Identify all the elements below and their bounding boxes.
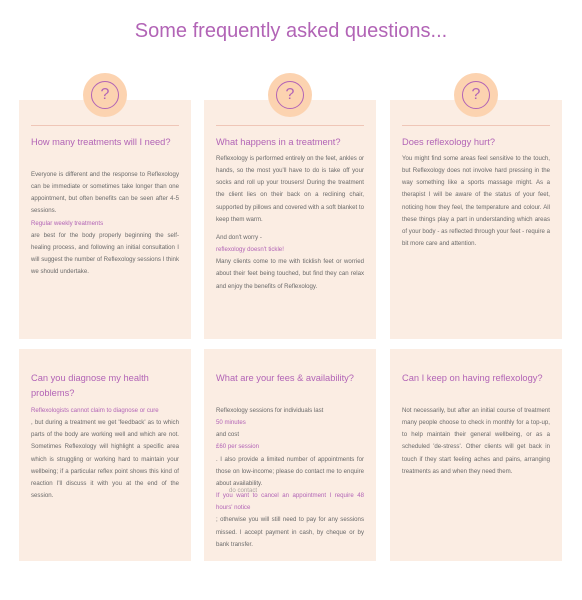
highlight-text: £60 per session (216, 443, 260, 451)
question-badge (454, 73, 498, 117)
faq-question: What happens in a treatment? (216, 137, 341, 147)
answer-text: Everyone is different and the response to Reflexology can be immediate or sometimes take longer than one appointment, but often benefits can be seen after 4-5 sessions. (31, 171, 179, 215)
highlight-text: 50 minutes (216, 419, 246, 427)
faq-answer (31, 169, 179, 278)
answer-text: ; otherwise you will still need to pay for any sessions missed. I accept payment in cash, by cheque or by bank transfer. (216, 516, 364, 548)
question-mark-circle-icon: ? (91, 81, 119, 109)
faq-card-hurt (390, 86, 562, 339)
overlap-text: do contact (229, 487, 258, 494)
faq-answer (31, 405, 179, 502)
faq-answer (216, 405, 364, 551)
faq-card-treatments (19, 86, 191, 339)
answer-text: Reflexology sessions for individuals last (216, 407, 324, 414)
question-badge (83, 73, 127, 117)
faq-card-fees (204, 349, 376, 561)
faq-question: What are your fees & availability? (216, 373, 354, 383)
answer-text: . I also provide a limited number of appointments for those on low-income; please do contact me to enquire about availability. (216, 455, 364, 487)
faq-answer (402, 153, 550, 250)
answer-text: are best for the body properly beginning the self-healing process, and following an initial consultation I will suggest the number of Reflexology sessions I think we should undertake. (31, 231, 179, 276)
faq-answer (216, 153, 364, 293)
answer-text: Many clients come to me with ticklish feet or worried about their feet being touched, but find they can relax and enjoy the benefits of Reflexology. (216, 258, 364, 290)
faq-answer (402, 405, 550, 478)
answer-text: Reflexology is performed entirely on the feet, ankles or hands, so the most you'll have to do is take off your socks and roll up your trousers! During the treatment the client lies on their back on a reclining chair, supported by pillows and covered with a soft blanket to keep them warm. (216, 155, 364, 223)
answer-text: Not necessarily, but after an initial course of treatment many people choose to check in monthly for a top-up, to help maintain their general wellbeing, or as a scheduled 'de-stress'. Other clients will get back in touch if they start feeling aches and pains, arranging treatments as and when they need them. (402, 407, 550, 475)
answer-text: , but during a treatment we get 'feedback' as to which parts of the body are working well and which are not. Sometimes Reflexology will highlight a specific area which is struggling or working hard to maintain your wellbeing; if a particular reflex point shows this kind of reaction I'll discuss it with you at the end of the session. (31, 419, 179, 500)
highlight-text: If you want to cancel an appointment I require 48 hours' notice (216, 492, 364, 512)
highlight-text: Regular weekly treatments (31, 219, 104, 227)
divider (31, 125, 179, 126)
question-mark-circle-icon: ? (276, 81, 304, 109)
page-title: Some frequently asked questions... (134, 20, 448, 42)
faq-question: How many treatments will I need? (31, 137, 171, 147)
faq-card-diagnose (19, 349, 191, 561)
answer-text: and cost (216, 431, 240, 439)
answer-text: And don't worry - (216, 233, 262, 241)
question-mark-circle-icon: ? (462, 81, 490, 109)
divider (402, 125, 550, 126)
faq-card-treatment-process (204, 86, 376, 339)
highlight-text: reflexology doesn't tickle! (216, 246, 284, 254)
faq-card-keep-on (390, 349, 562, 561)
faq-question: Can you diagnose my health problems? (31, 373, 149, 398)
divider (216, 125, 364, 126)
faq-question: Does reflexology hurt? (402, 137, 496, 147)
faq-question: Can I keep on having reflexology? (402, 373, 543, 383)
answer-text: You might find some areas feel sensitive to the touch, but Reflexology does not involve hard pressing in the way something like a sports massage might. As a therapist I will be aware of the status of your feet, noticing how they feel, the temperature and colour. All these things play a part in understanding which areas of your body - as reflected through your feet - require a bit more care and attention. (402, 155, 550, 248)
highlight-text: Reflexologists cannot claim to diagnose or cure (31, 407, 159, 414)
question-badge (268, 73, 312, 117)
